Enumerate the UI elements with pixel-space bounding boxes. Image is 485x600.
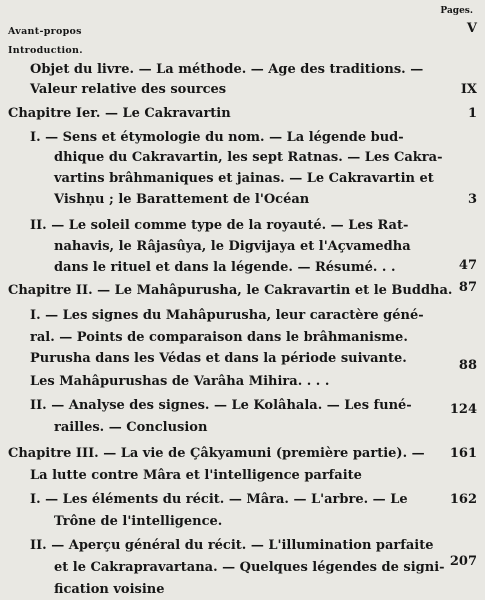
toc-page-number: IX [460, 82, 477, 97]
toc-page-number: 207 [449, 554, 477, 569]
toc-line: railles. — Conclusion [54, 420, 208, 435]
toc-line: La lutte contre Mâra et l'intelligence parfaite [30, 468, 362, 483]
toc-page-number: 1 [467, 106, 477, 121]
toc-chapter-title: Chapitre Ier. — Le Cakravartin [8, 106, 231, 121]
toc-line: Les Mahâpurushas de Varâha Mihira. . . . [30, 374, 330, 389]
toc-line: dans le rituel et dans la légende. — Résumé. . . [54, 260, 396, 275]
toc-line: I. — Sens et étymologie du nom. — La légende bud- [30, 130, 404, 145]
toc-line: II. — Aperçu général du récit. — L'illumination parfaite [30, 538, 434, 553]
toc-page-number: 161 [449, 446, 477, 461]
toc-line: Valeur relative des sources [30, 82, 227, 97]
toc-line: et le Cakrapravartana. — Quelques légendes de signi- [54, 560, 445, 575]
toc-line: I. — Les éléments du récit. — Mâra. — L'arbre. — Le [30, 492, 408, 507]
toc-page-number: 47 [458, 258, 477, 273]
toc-line: II. — Analyse des signes. — Le Kolâhala. — Les funé- [30, 398, 412, 413]
toc-line: Trône de l'intelligence. [54, 514, 223, 529]
toc-line: II. — Le soleil comme type de la royauté. — Les Rat- [30, 218, 409, 233]
toc-line: ral. — Points de comparaison dans le brâhmanisme. [30, 330, 408, 345]
toc-page-number: 87 [458, 280, 477, 295]
toc-line: vartins brâhmaniques et jainas. — Le Cakravartin et [54, 171, 434, 186]
toc-line: Objet du livre. — La méthode. — Age des traditions. — [30, 62, 424, 77]
toc-line: Vishṇu ; le Barattement de l'Océan [54, 192, 310, 207]
toc-chapter-title: Chapitre III. — La vie de Çâkyamuni (première partie). — [8, 446, 425, 461]
toc-chapter-title: Chapitre II. — Le Mahâpurusha, le Cakravartin et le Buddha. [8, 283, 453, 298]
toc-line: fication voisine [54, 582, 165, 597]
toc-line: nahavis, le Râjasûya, le Digvijaya et l'Açvamedha [54, 239, 411, 254]
toc-page-number: 3 [467, 192, 477, 207]
pages-column-label: Pages. [440, 6, 473, 16]
toc-entry-title: Avant-propos [8, 26, 82, 37]
toc-line: Purusha dans les Védas et dans la période suivante. [30, 351, 407, 366]
toc-page-number: 88 [458, 358, 477, 373]
toc-page-number: 162 [449, 492, 477, 507]
toc-line: I. — Les signes du Mahâpurusha, leur caractère géné- [30, 308, 424, 323]
toc-page-number: 124 [449, 402, 477, 417]
toc-page-number: V [466, 21, 477, 36]
toc-entry-title: Introduction. [8, 45, 83, 56]
toc-line: dhique du Cakravartin, les sept Ratnas. — Les Cakra- [54, 150, 443, 165]
